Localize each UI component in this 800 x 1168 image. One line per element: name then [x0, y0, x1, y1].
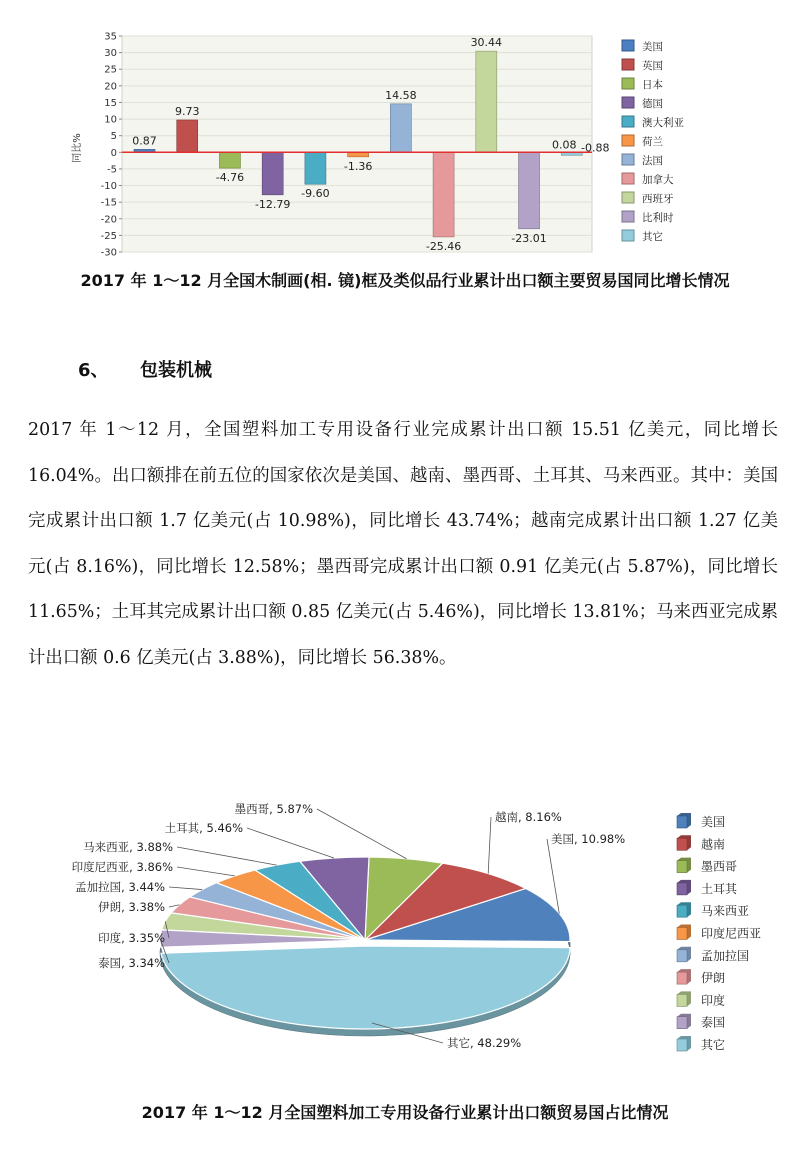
bar-1 — [177, 120, 198, 152]
y-tick-label: -5 — [107, 164, 117, 176]
bar-data-label: 0.08 — [552, 138, 577, 152]
legend-label: 比利时 — [642, 212, 674, 224]
bar-data-label: -4.76 — [215, 171, 245, 185]
legend-label: 其它 — [642, 231, 663, 243]
legend — [622, 40, 684, 243]
leader-line — [169, 887, 202, 890]
legend-label: 英国 — [642, 60, 663, 72]
y-tick-label: -10 — [100, 181, 117, 193]
legend-label: 墨西哥 — [701, 859, 738, 874]
slice-label: 泰国, 3.34% — [98, 956, 165, 970]
y-tick-label: -15 — [100, 197, 117, 209]
legend-label: 土耳其 — [701, 881, 738, 896]
slice-label: 土耳其, 5.46% — [164, 821, 243, 835]
pie-slice-10 — [161, 946, 570, 1029]
bar-8 — [476, 51, 497, 152]
y-tick-label: 30 — [104, 48, 117, 60]
legend-label: 其它 — [701, 1038, 726, 1052]
legend-label: 加拿大 — [642, 174, 674, 186]
y-tick-label: -30 — [100, 247, 117, 259]
export-share-pie-chart — [55, 795, 775, 1095]
legend-swatch — [677, 861, 687, 873]
y-tick-label: 10 — [104, 114, 117, 126]
bar-data-label: 9.73 — [174, 104, 200, 118]
legend-label: 马来西亚 — [701, 904, 750, 919]
y-tick-label: 15 — [104, 97, 117, 109]
legend — [677, 813, 761, 1052]
legend-label: 印度 — [701, 993, 726, 1008]
leader-line — [177, 867, 235, 876]
legend-swatch — [677, 972, 687, 984]
y-tick-label: -25 — [100, 230, 117, 242]
leader-line — [488, 817, 491, 874]
legend-swatch — [622, 173, 634, 184]
slice-label: 其它, 48.29% — [447, 1036, 522, 1050]
slice-label: 孟加拉国, 3.44% — [75, 880, 165, 894]
pie-slices — [160, 857, 570, 1029]
y-tick-label: 35 — [104, 31, 117, 43]
y-tick-label: -20 — [100, 214, 117, 226]
y-axis-label: 同比% — [72, 133, 83, 163]
legend-label: 西班牙 — [642, 193, 674, 205]
legend-swatch — [622, 116, 634, 127]
bar-3 — [262, 152, 283, 195]
bar-7 — [433, 152, 454, 237]
legend-label: 法国 — [642, 155, 663, 167]
bar-2 — [219, 152, 240, 168]
legend-label: 德国 — [642, 98, 663, 110]
slice-label: 印度尼西亚, 3.86% — [71, 860, 173, 874]
slice-label: 马来西亚, 3.88% — [83, 840, 173, 854]
leader-line — [177, 847, 277, 865]
legend-swatch — [677, 1017, 687, 1029]
legend-swatch — [677, 838, 687, 850]
bar-data-label: -1.36 — [343, 159, 373, 173]
slice-label: 印度, 3.35% — [98, 931, 165, 945]
section-number: 6、 — [78, 360, 109, 381]
leader-line — [547, 839, 559, 914]
slice-label: 越南, 8.16% — [495, 810, 562, 824]
legend-swatch — [677, 905, 687, 917]
bar-data-label: -23.01 — [511, 231, 547, 245]
slice-label: 美国, 10.98% — [551, 832, 626, 846]
bar-6 — [390, 104, 411, 152]
legend-label: 印度尼西亚 — [701, 926, 762, 941]
bar-data-label: -9.60 — [301, 187, 330, 201]
legend-swatch — [677, 1039, 687, 1051]
chart2-caption: 2017 年 1～12 月全国塑料加工专用设备行业累计出口额贸易国占比情况 — [141, 1103, 669, 1122]
chart1-caption: 2017 年 1～12 月全国木制画(相. 镜)框及类似品行业累计出口额主要贸易国同比增长情况 — [80, 271, 730, 290]
legend-swatch — [622, 192, 634, 203]
bar-data-label: 14.58 — [385, 88, 417, 102]
leader-line — [247, 828, 334, 858]
legend-swatch — [622, 97, 634, 108]
y-axis-ticks — [101, 32, 122, 259]
y-tick-label: 20 — [104, 81, 117, 93]
leader-line — [317, 809, 407, 859]
legend-swatch — [677, 816, 687, 828]
legend-swatch — [622, 154, 634, 165]
bar-data-label: -12.79 — [254, 197, 291, 211]
section-title: 包装机械 — [140, 360, 212, 381]
legend-label: 孟加拉国 — [701, 948, 750, 963]
legend-swatch — [622, 230, 634, 241]
bar-data-label: 30.44 — [470, 36, 503, 50]
legend-swatch — [622, 135, 634, 146]
legend-label: 荷兰 — [642, 136, 663, 148]
legend-swatch — [677, 994, 687, 1006]
legend-label: 泰国 — [701, 1015, 726, 1030]
legend-swatch — [622, 59, 634, 70]
slice-label: 墨西哥, 5.87% — [234, 802, 313, 816]
bar-data-label: 0.87 — [132, 134, 157, 148]
bar-9 — [519, 152, 540, 228]
legend-swatch — [622, 78, 634, 89]
section-heading — [78, 356, 212, 382]
legend-swatch — [677, 950, 687, 962]
body-paragraph: 2017 年 1～12 月，全国塑料加工专用设备行业完成累计出口额 15.51 亿美元，同比增长 16.04%。出口额排在前五位的国家依次是美国、越南、墨西哥、土耳其、马来西亚。其中：美国完成累计出口额 1.7 亿美元(占 10.98%)，同比增长 43.74%；越南完成累计出口额 1.27 亿美元(占 8.16%)，同比增长 12.58%；墨西哥完成累计出口额 0.91 亿美元(占 5.87%)，同比增长 11.65%；土耳其完成累计出口额 0.85 亿美元(占 5.46%)，同比增长 13.81%；马来西亚完成累计出口额 0.6 亿美元(占 3.88%)，同比增长 56.38%。 — [28, 420, 778, 668]
y-tick-label: 0 — [110, 147, 117, 159]
legend-label: 伊朗 — [701, 971, 726, 986]
legend-swatch — [622, 40, 634, 51]
bar-data-label: -25.46 — [425, 239, 462, 253]
yoy-growth-bar-chart — [62, 30, 742, 262]
legend-swatch — [622, 211, 634, 222]
legend-swatch — [677, 883, 687, 895]
legend-label: 美国 — [701, 815, 726, 829]
legend-label: 日本 — [642, 79, 663, 91]
legend-label: 澳大利亚 — [642, 117, 684, 129]
y-tick-label: 25 — [104, 64, 117, 76]
bar-4 — [305, 152, 326, 184]
legend-swatch — [677, 928, 687, 940]
legend-label: 越南 — [701, 837, 726, 852]
bar-data-label: -0.88 — [581, 141, 610, 155]
y-tick-label: 5 — [110, 131, 117, 143]
slice-label: 伊朗, 3.38% — [98, 900, 165, 914]
legend-label: 美国 — [642, 41, 663, 53]
